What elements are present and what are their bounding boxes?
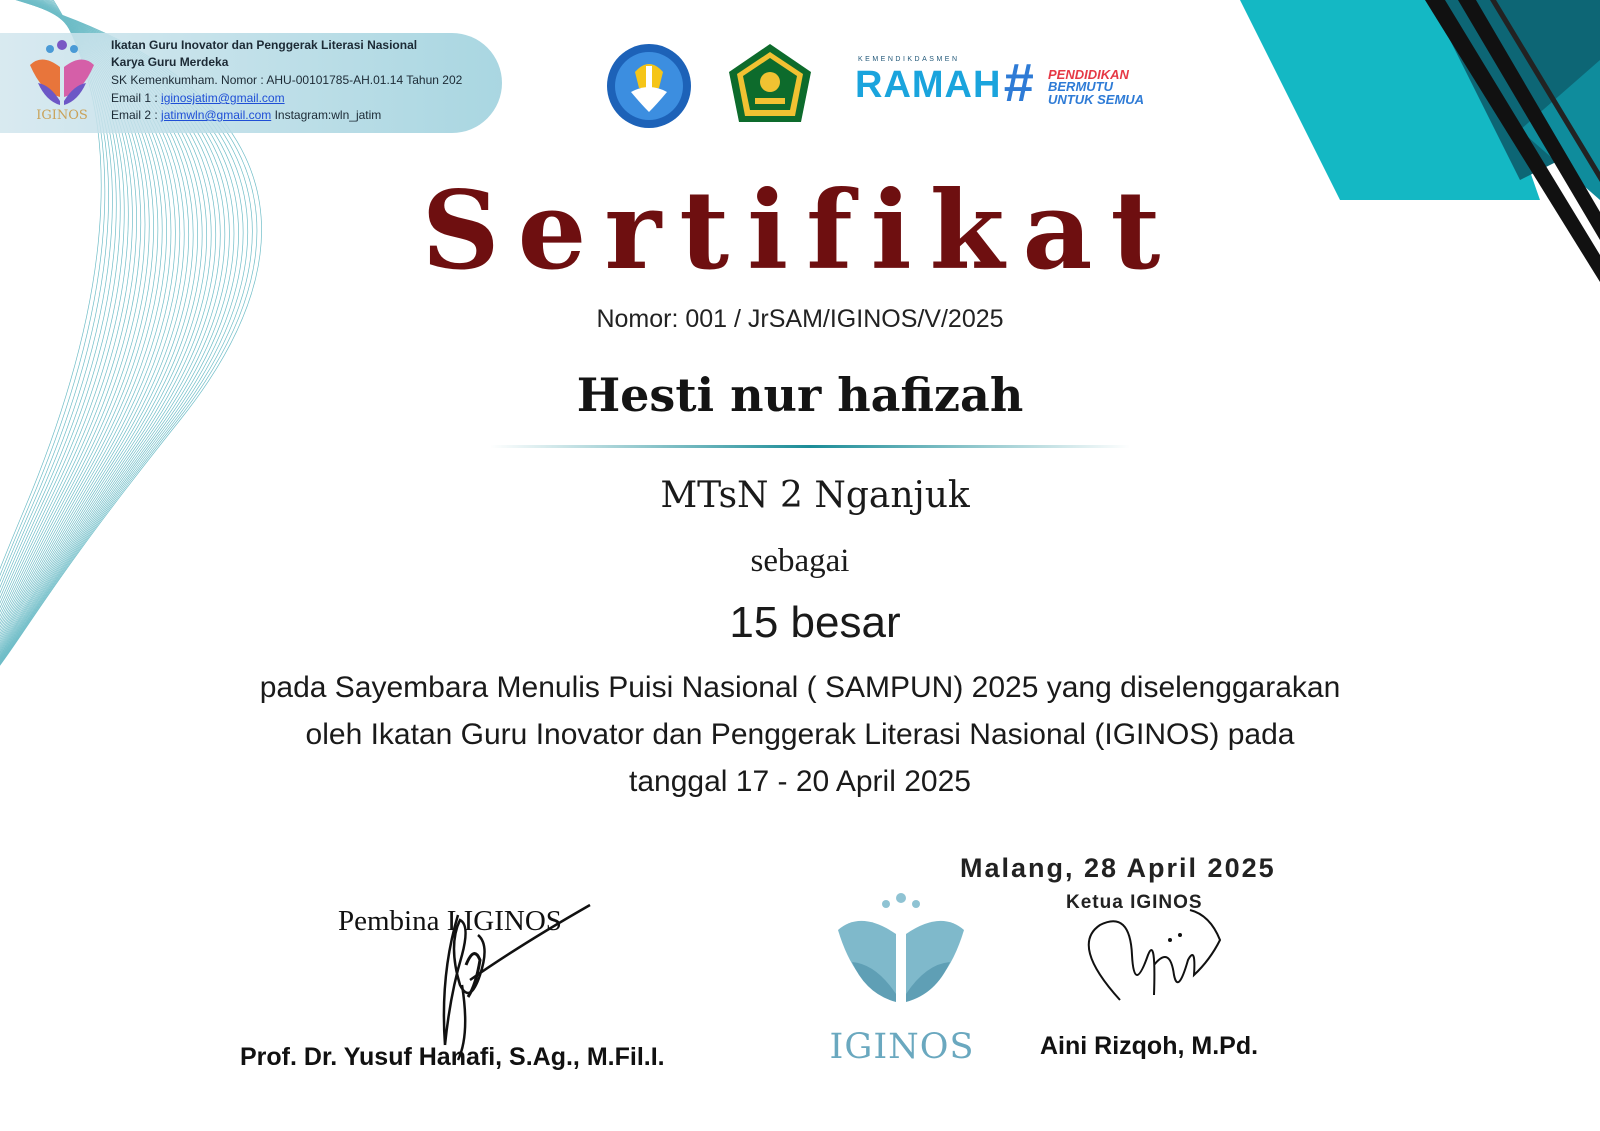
certificate-number: Nomor: 001 / JrSAM/IGINOS/V/2025 xyxy=(596,305,1004,333)
as-label: sebagai xyxy=(750,543,850,579)
chairman-title: Ketua IGINOS xyxy=(1066,892,1203,913)
slogan-line-3: UNTUK SEMUA xyxy=(1048,92,1145,107)
org-tagline: Karya Guru Merdeka xyxy=(111,55,229,69)
iginos-center-logo-icon xyxy=(826,890,976,1010)
recipient-name: Hesti nur hafizah xyxy=(576,368,1024,422)
certificate-title: Sertifikat xyxy=(421,168,1179,294)
email-1-label: Email 1 : xyxy=(111,91,158,105)
chairman-signature xyxy=(1070,905,1230,1025)
org-email-2 xyxy=(111,107,381,124)
org-name: Ikatan Guru Inovator dan Penggerak Literasi Nasional xyxy=(111,38,418,52)
svg-text:IGINOS: IGINOS xyxy=(36,108,88,123)
chairman-name: Aini Rizqoh, M.Pd. xyxy=(1040,1032,1259,1060)
ramah-logo: RAMAH xyxy=(855,64,1002,106)
name-underline-divider xyxy=(490,445,1130,448)
description-line-3: tanggal 17 - 20 April 2025 xyxy=(629,765,971,798)
hashtag-icon: # xyxy=(1003,53,1034,113)
slogan-line-1: PENDIDIKAN xyxy=(1048,67,1129,82)
org-sk-number: SK Kemenkumham. Nomor : AHU-00101785-AH.01.14 Tahun 202 xyxy=(111,73,463,87)
achievement-rank: 15 besar xyxy=(729,598,901,647)
patron-name: Prof. Dr. Yusuf Hanafi, S.Ag., M.Fil.I. xyxy=(240,1043,665,1071)
kemenag-logo-icon xyxy=(725,42,815,128)
org-email-1 xyxy=(111,90,285,107)
patron-signature xyxy=(400,885,600,1065)
slogan-line-2: BERMUTU xyxy=(1048,79,1113,94)
patron-title: Pembina I IGINOS xyxy=(338,905,562,937)
email-1-link[interactable]: iginosjatim@gmail.com xyxy=(161,91,285,105)
ramah-logo-subtitle: KEMENDIKDASMEN xyxy=(858,56,960,63)
email-2-label: Email 2 : xyxy=(111,108,158,122)
center-logo-wordmark: IGINOS xyxy=(829,1027,975,1067)
iginos-logo-icon xyxy=(22,35,102,125)
email-2-link[interactable]: jatimwln@gmail.com xyxy=(161,108,272,122)
recipient-school: MTsN 2 Nganjuk xyxy=(660,475,970,516)
instagram-handle: Instagram:wln_jatim xyxy=(274,108,382,122)
description-line-1: pada Sayembara Menulis Puisi Nasional ( SAMPUN) 2025 yang diselenggarakan xyxy=(259,671,1341,704)
tut-wuri-handayani-logo-icon xyxy=(605,42,693,130)
description-line-2: oleh Ikatan Guru Inovator dan Penggerak Literasi Nasional (IGINOS) pada xyxy=(305,718,1295,751)
place-and-date: Malang, 28 April 2025 xyxy=(960,853,1276,883)
